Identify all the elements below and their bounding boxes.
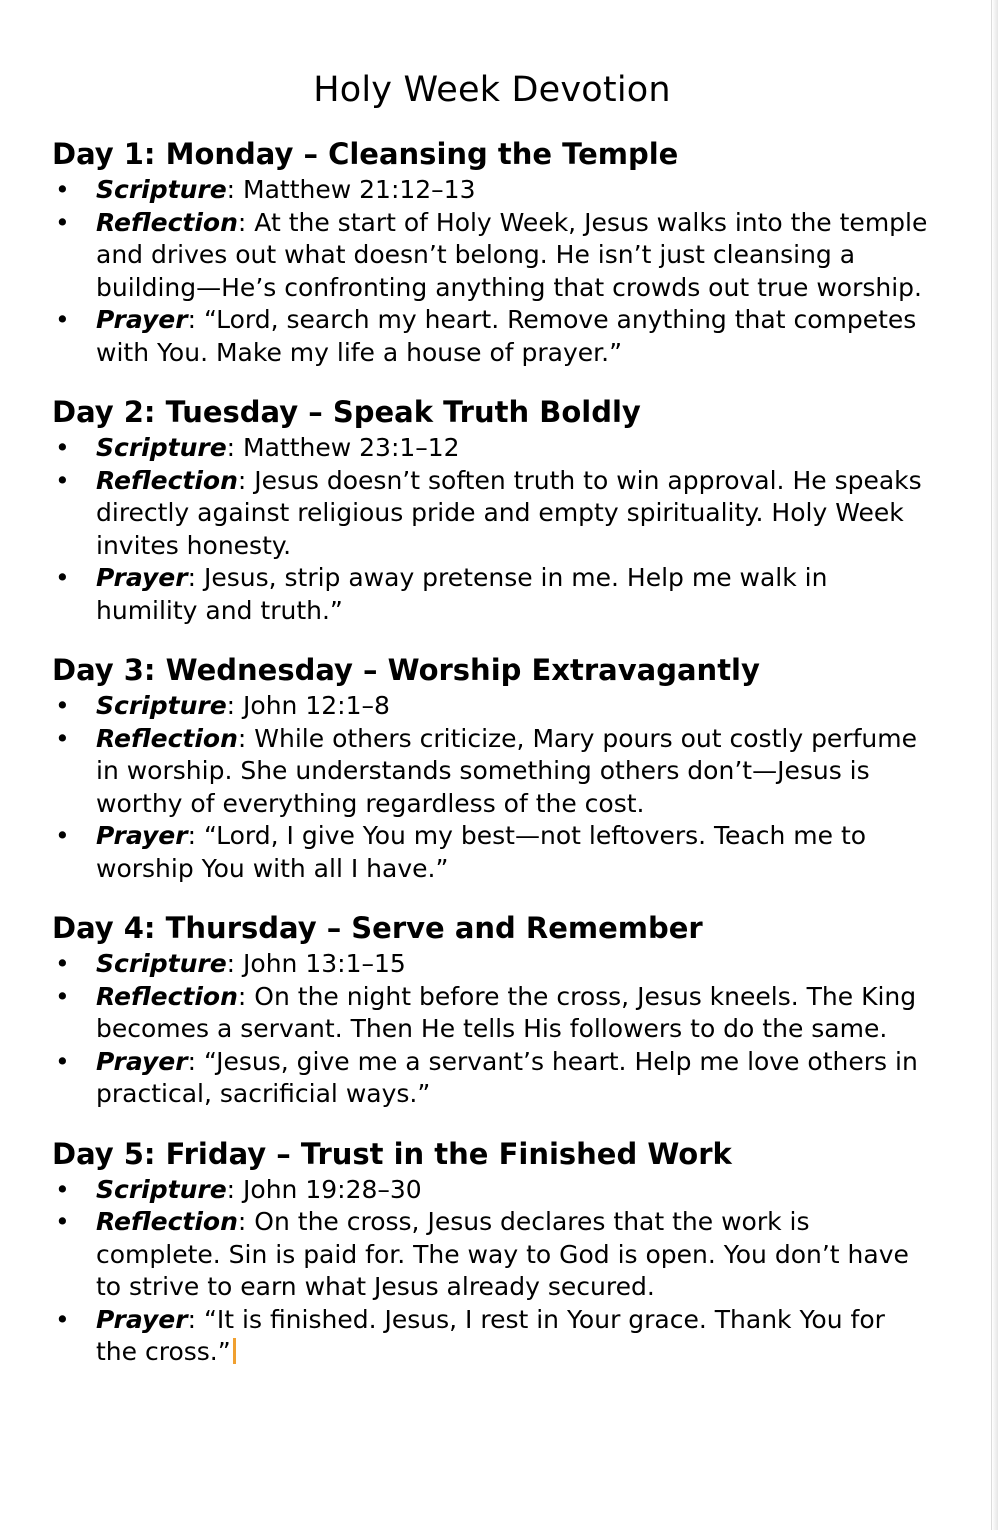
page-edge xyxy=(991,0,998,1530)
list-item xyxy=(52,304,932,369)
prayer-text: : “Lord, search my heart. Remove anything that competes with You. Make my life a house of prayer.” xyxy=(96,305,917,367)
prayer-label: Prayer xyxy=(96,1046,188,1076)
list-item xyxy=(52,690,932,723)
bullet-icon: • xyxy=(55,981,70,1011)
reflection-text: : On the cross, Jesus declares that the work is complete. Sin is paid for. The way to God is open. You don’t have to strive to earn what Jesus already secured. xyxy=(96,1207,909,1301)
list-item xyxy=(52,723,932,821)
bullet-list xyxy=(52,948,932,1111)
prayer-label: Prayer xyxy=(96,563,188,592)
list-item xyxy=(52,432,932,465)
list-item xyxy=(52,1046,932,1111)
day-section xyxy=(52,910,932,1111)
day-section xyxy=(52,652,932,885)
scripture-text: : Matthew 21:12–13 xyxy=(226,175,476,204)
prayer-text: : “It is finished. Jesus, I rest in Your grace. Thank You for the cross.” xyxy=(96,1304,885,1366)
reflection-text: : On the night before the cross, Jesus kneels. The King becomes a servant. Then He tells His followers to do the same. xyxy=(96,981,917,1043)
day-heading: Day 2: Tuesday – Speak Truth Boldly xyxy=(52,395,641,429)
reflection-text: : At the start of Holy Week, Jesus walks into the temple and drives out what doesn’t belong. He isn’t just cleansing a building—He’s confronting anything that crowds out true worship. xyxy=(96,207,928,302)
day-heading: Day 3: Wednesday – Worship Extravagantly xyxy=(52,653,760,687)
scripture-label: Scripture xyxy=(96,691,227,720)
bullet-icon: • xyxy=(55,207,70,237)
day-section xyxy=(52,136,932,369)
list-item xyxy=(52,1304,932,1369)
bullet-list xyxy=(52,690,932,885)
reflection-text: : Jesus doesn’t soften truth to win approval. He speaks directly against religious pride and empty spirituality. Holy Week invites honesty. xyxy=(96,465,922,560)
list-item xyxy=(52,562,932,627)
bullet-icon: • xyxy=(55,563,70,592)
day-heading: Day 5: Friday – Trust in the Finished Work xyxy=(52,1136,732,1171)
scripture-label: Scripture xyxy=(96,1174,227,1204)
reflection-label: Reflection xyxy=(96,723,238,753)
reflection-text: : While others criticize, Mary pours out costly perfume in worship. She understands something others don’t—Jesus is worthy of everything regardless of the cost. xyxy=(96,723,917,818)
list-item xyxy=(52,820,932,885)
list-item xyxy=(52,1206,932,1304)
list-item xyxy=(52,207,932,305)
bullet-list xyxy=(52,174,932,369)
prayer-label: Prayer xyxy=(96,1304,188,1334)
day-heading: Day 4: Thursday – Serve and Remember xyxy=(52,911,703,945)
prayer-text: : Jesus, strip away pretense in me. Help me walk in humility and truth.” xyxy=(96,563,828,625)
prayer-label: Prayer xyxy=(96,821,188,850)
bullet-icon: • xyxy=(55,821,70,850)
scripture-label: Scripture xyxy=(96,175,227,204)
reflection-label: Reflection xyxy=(96,207,238,237)
scripture-label: Scripture xyxy=(96,949,227,978)
bullet-icon: • xyxy=(55,723,70,753)
reflection-label: Reflection xyxy=(96,981,238,1011)
bullet-icon: • xyxy=(55,1207,70,1236)
prayer-label: Prayer xyxy=(96,305,188,334)
scripture-text: : Matthew 23:1–12 xyxy=(226,433,460,462)
bullet-icon: • xyxy=(55,465,70,495)
list-item xyxy=(52,465,932,563)
prayer-text: : “Lord, I give You my best—not leftovers. Teach me to worship You with all I have.” xyxy=(96,821,867,883)
scripture-text: : John 13:1–15 xyxy=(226,949,406,978)
day-section xyxy=(52,1136,932,1369)
bullet-icon: • xyxy=(55,949,70,978)
document-title: Holy Week Devotion xyxy=(313,70,671,110)
bullet-icon: • xyxy=(55,175,70,204)
day-heading: Day 1: Monday – Cleansing the Temple xyxy=(52,137,679,171)
scripture-text: : John 19:28–30 xyxy=(226,1174,422,1204)
bullet-icon: • xyxy=(55,1174,70,1204)
list-item xyxy=(52,1174,932,1207)
document-body[interactable] xyxy=(52,70,932,1394)
bullet-icon: • xyxy=(55,691,70,720)
bullet-list xyxy=(52,432,932,627)
day-section xyxy=(52,394,932,627)
reflection-label: Reflection xyxy=(96,465,238,495)
scripture-label: Scripture xyxy=(96,433,227,462)
list-item xyxy=(52,948,932,981)
prayer-text: : “Jesus, give me a servant’s heart. Help me love others in practical, sacrificial ways.” xyxy=(96,1046,918,1108)
list-item xyxy=(52,981,932,1046)
bullet-icon: • xyxy=(55,305,70,334)
bullet-list xyxy=(52,1174,932,1369)
bullet-icon: • xyxy=(55,433,70,462)
scripture-text: : John 12:1–8 xyxy=(226,691,390,720)
bullet-icon: • xyxy=(55,1046,70,1076)
reflection-label: Reflection xyxy=(96,1207,238,1236)
text-cursor xyxy=(233,1338,236,1364)
list-item xyxy=(52,174,932,207)
bullet-icon: • xyxy=(55,1304,70,1334)
